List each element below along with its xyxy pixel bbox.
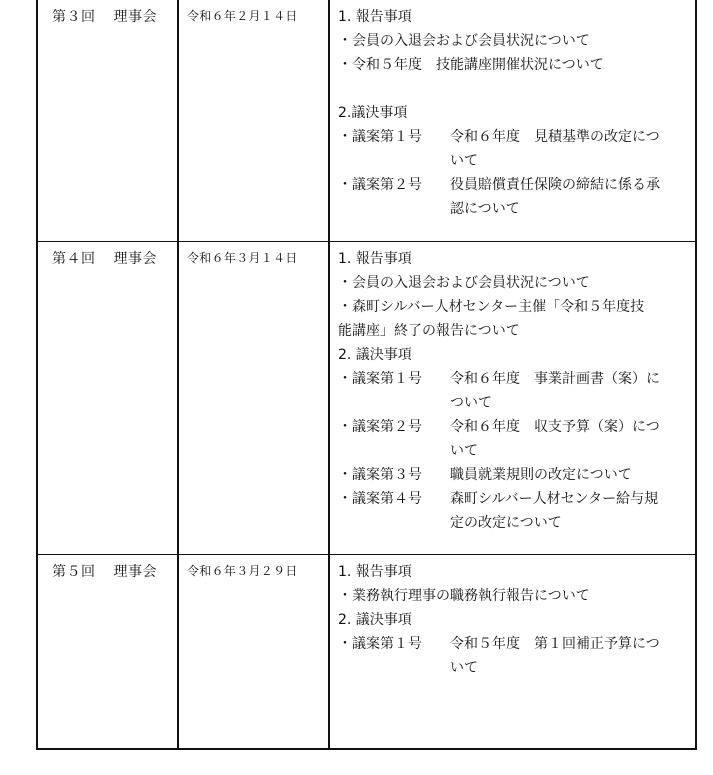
agenda-title: 令和５年度 第１回補正予算につ bbox=[450, 636, 660, 652]
agenda-title-cont: 定の改定について bbox=[450, 515, 562, 531]
date-cell bbox=[179, 555, 330, 750]
table-row bbox=[38, 554, 695, 750]
agenda-number: ・議案第１号 bbox=[338, 129, 422, 145]
report-item: ・森町シルバー人材センター主催「令和５年度技 bbox=[338, 299, 645, 315]
table-row bbox=[38, 241, 695, 554]
agenda-title: 職員就業規則の改定について bbox=[450, 467, 632, 483]
meeting-type: 理事会 bbox=[113, 564, 157, 580]
agenda-title: 森町シルバー人材センター給与規 bbox=[450, 491, 659, 507]
table-row bbox=[38, 0, 695, 241]
agenda-item bbox=[338, 173, 689, 221]
agenda-title-cont: いて bbox=[450, 153, 478, 169]
agenda-item bbox=[338, 632, 689, 680]
agenda-number: ・議案第１号 bbox=[338, 636, 422, 652]
agenda-title-cont: ついて bbox=[450, 395, 492, 411]
agenda-title: 令和６年度 事業計画書（案）に bbox=[450, 371, 660, 387]
agenda-number: ・議案第２号 bbox=[338, 419, 422, 435]
report-heading: 1. 報告事項 bbox=[338, 251, 412, 267]
agenda-title: 役員賠償責任保険の締結に係る承 bbox=[450, 177, 660, 193]
report-item: ・令和５年度 技能講座開催状況について bbox=[338, 57, 604, 73]
resolution-heading: 2.議決事項 bbox=[338, 105, 408, 121]
meeting-cell bbox=[38, 555, 179, 750]
meeting-type: 理事会 bbox=[113, 251, 157, 267]
agenda-item bbox=[338, 415, 689, 463]
meeting-date: 令和６年２月１４日 bbox=[187, 9, 298, 23]
agenda-item bbox=[338, 367, 689, 415]
agenda-number: ・議案第１号 bbox=[338, 371, 422, 387]
date-cell bbox=[179, 242, 330, 554]
agenda-number: ・議案第４号 bbox=[338, 491, 422, 507]
agenda-title: 令和６年度 見積基準の改定につ bbox=[450, 129, 660, 145]
resolution-heading: 2. 議決事項 bbox=[338, 612, 412, 628]
agenda-item bbox=[338, 487, 689, 535]
meeting-cell bbox=[38, 242, 179, 554]
minutes-table bbox=[36, 0, 697, 750]
report-item: ・会員の入退会および会員状況について bbox=[338, 275, 590, 291]
agenda-cell bbox=[330, 555, 695, 750]
report-heading: 1. 報告事項 bbox=[338, 9, 412, 25]
agenda-title-cont: いて bbox=[450, 443, 478, 459]
report-item: ・会員の入退会および会員状況について bbox=[338, 33, 590, 49]
meeting-date: 令和６年３月１４日 bbox=[187, 251, 298, 265]
agenda-title: 令和６年度 収支予算（案）につ bbox=[450, 419, 660, 435]
report-item-cont: 能講座」終了の報告について bbox=[338, 323, 520, 339]
meeting-date: 令和６年３月２９日 bbox=[187, 564, 298, 578]
meeting-number: 第４回 bbox=[52, 251, 96, 267]
agenda-number: ・議案第２号 bbox=[338, 177, 422, 193]
agenda-cell bbox=[330, 0, 695, 241]
report-heading: 1. 報告事項 bbox=[338, 564, 412, 580]
agenda-item bbox=[338, 125, 689, 173]
meeting-number: 第５回 bbox=[52, 564, 96, 580]
agenda-title-cont: 認について bbox=[450, 201, 520, 217]
agenda-title-cont: いて bbox=[450, 660, 478, 676]
report-item: ・業務執行理事の職務執行報告について bbox=[338, 588, 590, 604]
meeting-number: 第３回 bbox=[52, 9, 96, 25]
meeting-cell bbox=[38, 0, 179, 241]
agenda-item bbox=[338, 463, 689, 487]
agenda-number: ・議案第３号 bbox=[338, 467, 422, 483]
resolution-heading: 2. 議決事項 bbox=[338, 347, 412, 363]
date-cell bbox=[179, 0, 330, 241]
meeting-type: 理事会 bbox=[113, 9, 157, 25]
agenda-cell bbox=[330, 242, 695, 554]
